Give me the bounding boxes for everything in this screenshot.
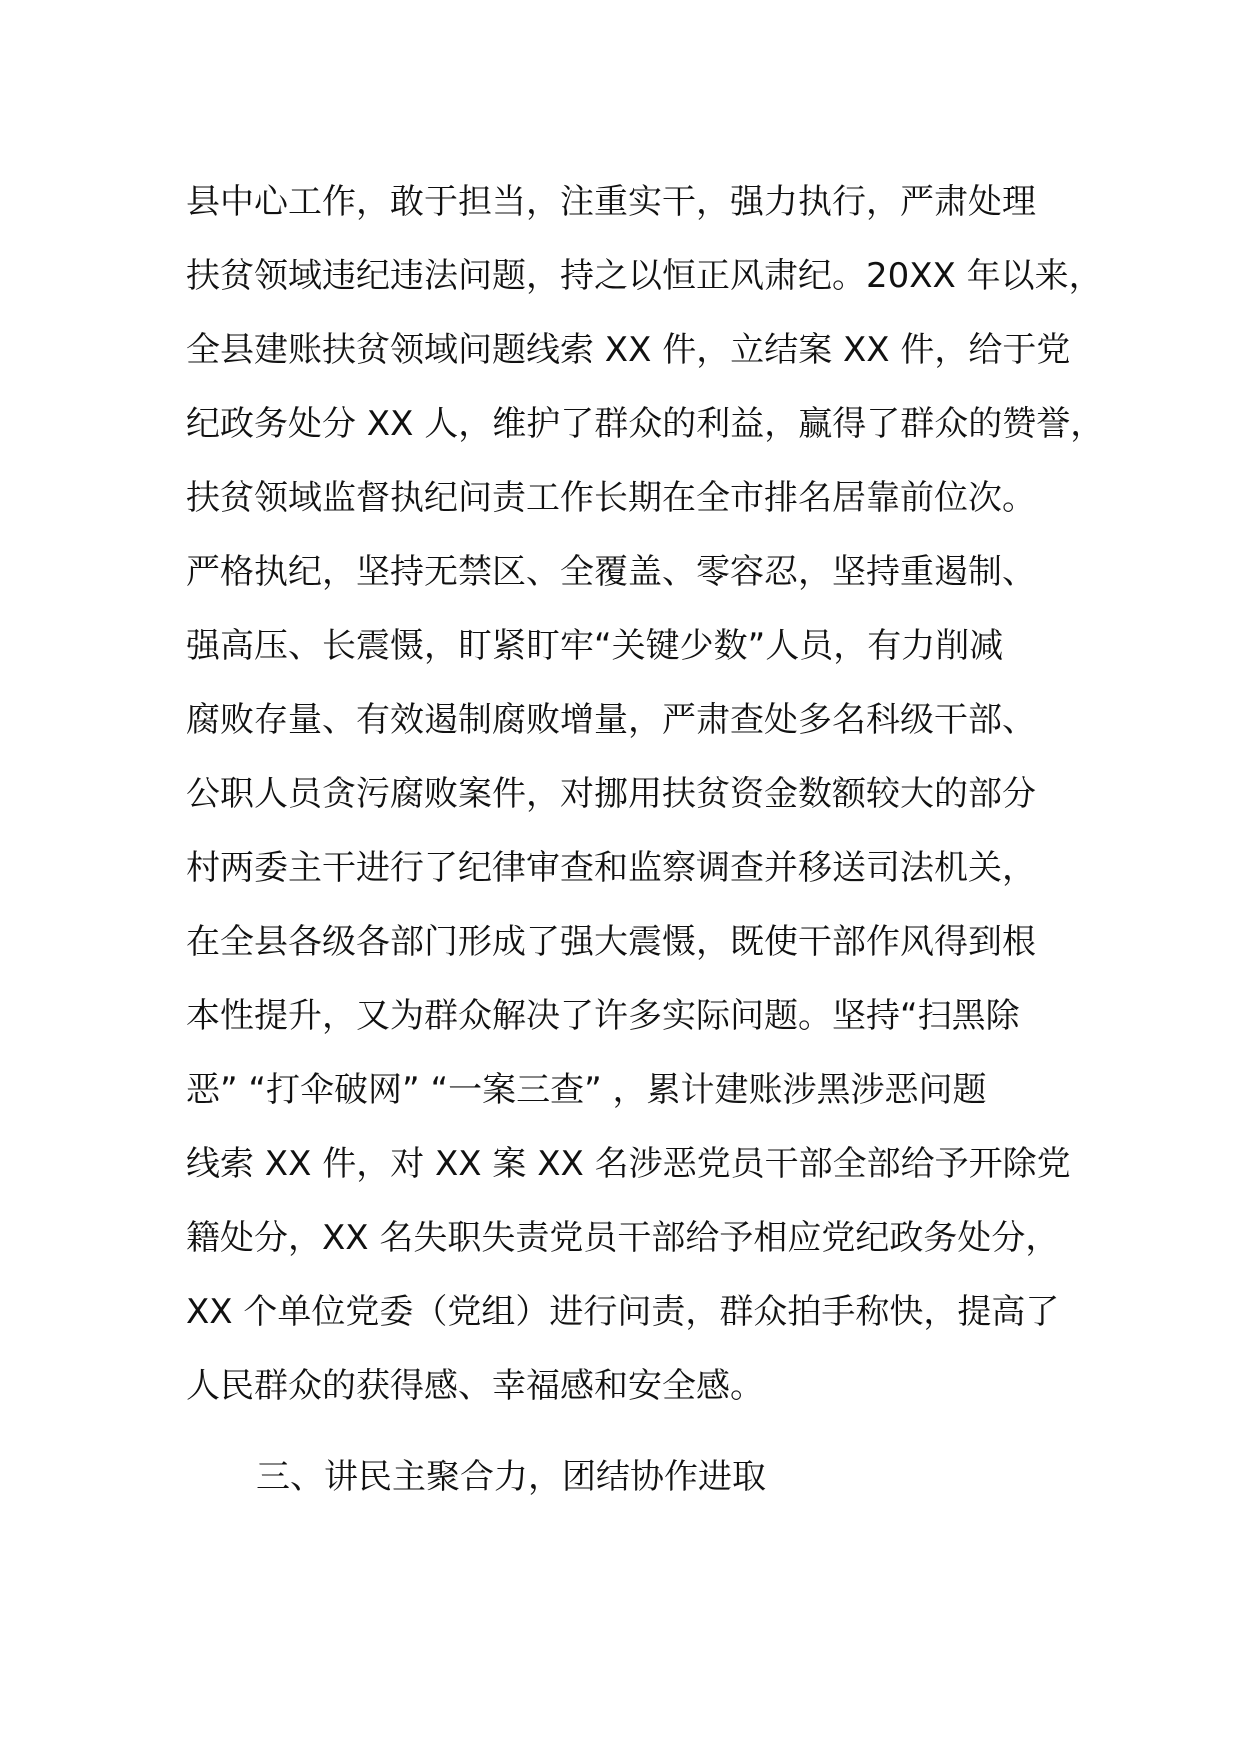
paragraph-line: XX 个单位党委（党组）进行问责，群众拍手称快，提高了	[186, 1292, 1060, 1332]
paragraph-line: 扶贫领域监督执纪问责工作长期在全市排名居靠前位次。	[186, 478, 1036, 518]
paragraph-line: 恶” “打伞破网” “一案三查” ，累计建账涉黑涉恶问题	[186, 1070, 987, 1110]
section-heading: 三、讲民主聚合力，团结协作进取	[256, 1457, 766, 1497]
paragraph-line: 村两委主干进行了纪律审查和监察调查并移送司法机关，	[186, 848, 1036, 888]
paragraph-line: 本性提升，又为群众解决了许多实际问题。坚持“扫黑除	[186, 996, 1020, 1036]
paragraph-line: 强高压、长震慑，盯紧盯牢“关键少数”人员，有力削减	[186, 626, 1004, 666]
paragraph-line: 籍处分，XX 名失职失责党员干部给予相应党纪政务处分，	[186, 1218, 1060, 1258]
paragraph-line: 在全县各级各部门形成了强大震慑，既使干部作风得到根	[186, 922, 1036, 962]
paragraph-line: 县中心工作，敢于担当，注重实干，强力执行，严肃处理	[186, 182, 1036, 222]
paragraph-line: 线索 XX 件，对 XX 案 XX 名涉恶党员干部全部给予开除党	[186, 1144, 1071, 1184]
paragraph-line: 公职人员贪污腐败案件，对挪用扶贫资金数额较大的部分	[186, 774, 1036, 814]
paragraph-line: 全县建账扶贫领域问题线索 XX 件，立结案 XX 件，给于党	[186, 330, 1071, 370]
paragraph-line: 纪政务处分 XX 人，维护了群众的利益，赢得了群众的赞誉，	[186, 404, 1105, 444]
paragraph-line: 扶贫领域违纪违法问题，持之以恒正风肃纪。20XX 年以来，	[186, 256, 1103, 296]
body-paragraph	[186, 165, 1105, 1423]
paragraph-line: 严格执纪，坚持无禁区、全覆盖、零容忍，坚持重遏制、	[186, 552, 1036, 592]
paragraph-line: 腐败存量、有效遏制腐败增量，严肃查处多名科级干部、	[186, 700, 1036, 740]
paragraph-line: 人民群众的获得感、幸福感和安全感。	[186, 1366, 764, 1406]
